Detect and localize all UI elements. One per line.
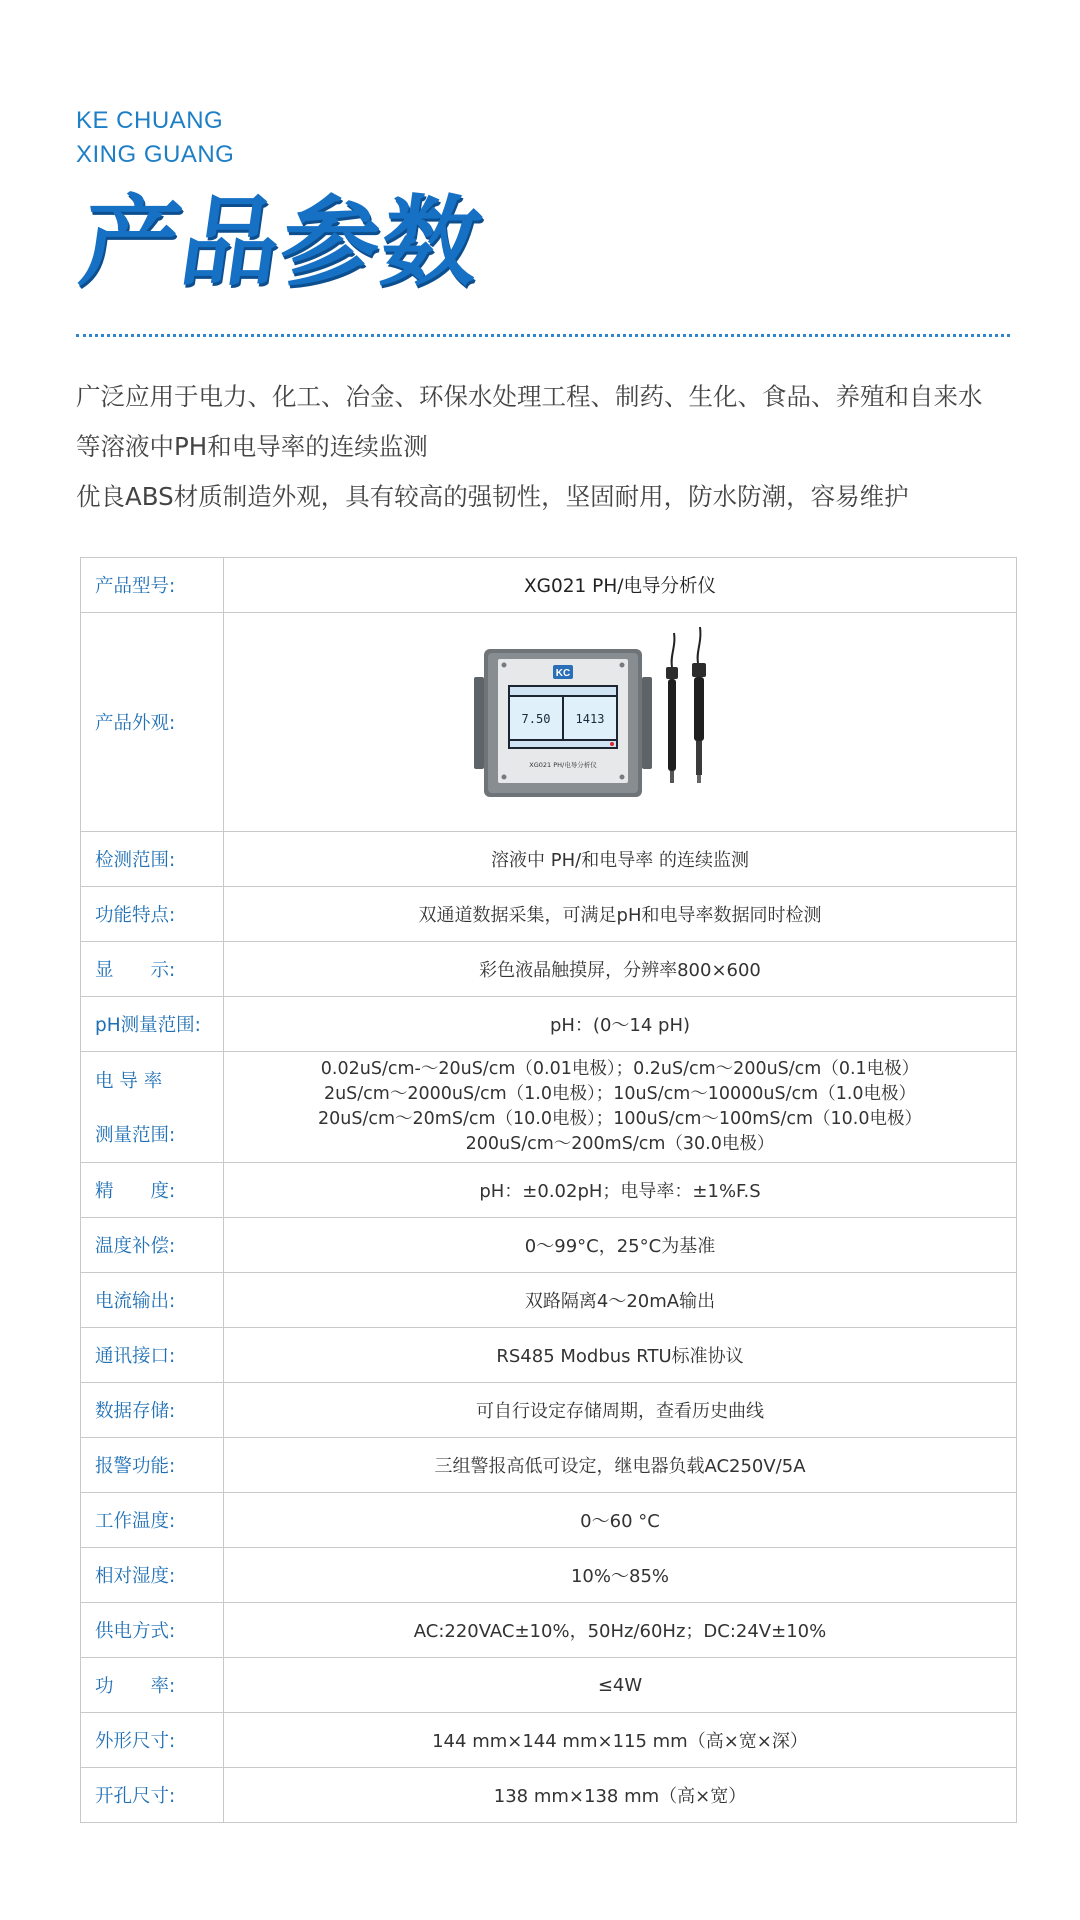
spec-label: 产品外观:: [81, 613, 224, 832]
spec-value: pH：±0.02pH；电导率：±1%F.S: [224, 1163, 1017, 1218]
screen-ph-reading: 7.50: [521, 712, 551, 726]
conductivity-line: 20uS/cm～20mS/cm（10.0电极）；100uS/cm～100mS/cm（10.0电极）: [318, 1109, 922, 1129]
spec-row-display: [81, 942, 1017, 997]
spec-row-dimensions: [81, 1713, 1017, 1768]
spec-value: 三组警报高低可设定，继电器负载AC250V/5A: [224, 1438, 1017, 1493]
spec-row-features: [81, 887, 1017, 942]
spec-label: 开孔尺寸:: [81, 1768, 224, 1823]
spec-label: 相对湿度:: [81, 1548, 224, 1603]
spec-value: XG021 PH/电导分析仪: [224, 558, 1017, 613]
spec-row-cutout: [81, 1768, 1017, 1823]
spec-label-top: 电 导 率: [95, 1071, 163, 1092]
spec-value: pH：(0～14 pH): [224, 997, 1017, 1052]
spec-label: 温度补偿:: [81, 1218, 224, 1273]
conductivity-line: 2uS/cm～2000uS/cm（1.0电极）；10uS/cm～10000uS/cm（1.0电极）: [323, 1084, 917, 1104]
spec-value: 10%～85%: [224, 1548, 1017, 1603]
spec-label: 通讯接口:: [81, 1328, 224, 1383]
spec-label: 检测范围:: [81, 832, 224, 887]
spec-row-power-supply: [81, 1603, 1017, 1658]
spec-label: 外形尺寸:: [81, 1713, 224, 1768]
spec-row-comm: [81, 1328, 1017, 1383]
brand-line-1: KE CHUANG: [76, 107, 224, 134]
spec-value-cell: [224, 1052, 1017, 1163]
spec-label: 功能特点:: [81, 887, 224, 942]
product-image: [470, 627, 770, 817]
spec-value: 双路隔离4～20mA输出: [224, 1273, 1017, 1328]
spec-label: 电流输出:: [81, 1273, 224, 1328]
spec-label-cell: [81, 1052, 224, 1163]
ph-electrode: [666, 633, 678, 783]
intro-line-2: 等溶液中PH和电导率的连续监测: [76, 432, 428, 461]
spec-label: 工作温度:: [81, 1493, 224, 1548]
spec-value: 双通道数据采集，可满足pH和电导率数据同时检测: [224, 887, 1017, 942]
spec-row-appearance: [81, 613, 1017, 832]
conductivity-electrode: [692, 627, 706, 783]
intro-text: [76, 372, 1016, 522]
page-title: 产品参数: [73, 185, 490, 300]
intro-line-3: 优良ABS材质制造外观，具有较高的强韧性，坚固耐用，防水防潮，容易维护: [76, 482, 909, 511]
dotted-divider: [76, 334, 1010, 337]
spec-label: 精 度:: [81, 1163, 224, 1218]
device-panel-label: XG021 PH/电导分析仪: [529, 761, 597, 769]
spec-value: 138 mm×138 mm（高×宽）: [224, 1768, 1017, 1823]
conductivity-line: 200uS/cm～200mS/cm（30.0电极）: [465, 1134, 775, 1154]
spec-value: 0～99°C，25°C为基准: [224, 1218, 1017, 1273]
spec-value: AC:220VAC±10%，50Hz/60Hz；DC:24V±10%: [224, 1603, 1017, 1658]
spec-value: 彩色液晶触摸屏，分辨率800×600: [224, 942, 1017, 997]
spec-label: 供电方式:: [81, 1603, 224, 1658]
spec-row-range: [81, 832, 1017, 887]
spec-label: pH测量范围:: [81, 997, 224, 1052]
brand-name: [76, 104, 234, 172]
spec-row-temp-comp: [81, 1218, 1017, 1273]
brand-line-2: XING GUANG: [76, 141, 235, 168]
spec-value: 可自行设定存储周期，查看历史曲线: [224, 1383, 1017, 1438]
screen-cond-reading: 1413: [575, 712, 605, 726]
spec-row-alarm: [81, 1438, 1017, 1493]
intro-line-1: 广泛应用于电力、化工、冶金、环保水处理工程、制药、生化、食品、养殖和自来水: [76, 382, 983, 411]
spec-label: 功 率:: [81, 1658, 224, 1713]
spec-row-power: [81, 1658, 1017, 1713]
spec-label: 报警功能:: [81, 1438, 224, 1493]
spec-row-work-temp: [81, 1493, 1017, 1548]
spec-value: RS485 Modbus RTU标准协议: [224, 1328, 1017, 1383]
device-logo: KC: [555, 668, 571, 679]
spec-value: 144 mm×144 mm×115 mm（高×宽×深）: [224, 1713, 1017, 1768]
product-image-cell: [224, 613, 1017, 832]
spec-table: [80, 557, 1017, 1823]
spec-row-storage: [81, 1383, 1017, 1438]
spec-label-bottom: 测量范围:: [95, 1125, 176, 1146]
spec-value: 溶液中 PH/和电导率 的连续监测: [224, 832, 1017, 887]
spec-row-accuracy: [81, 1163, 1017, 1218]
spec-label: 显 示:: [81, 942, 224, 997]
spec-label: 产品型号:: [81, 558, 224, 613]
spec-row-current-out: [81, 1273, 1017, 1328]
spec-row-conductivity: [81, 1052, 1017, 1163]
spec-row-ph-range: [81, 997, 1017, 1052]
conductivity-line: 0.02uS/cm-～20uS/cm（0.01电极）；0.2uS/cm～200uS/cm（0.1电极）: [320, 1059, 920, 1079]
spec-row-humidity: [81, 1548, 1017, 1603]
spec-value: ≤4W: [224, 1658, 1017, 1713]
spec-value: 0～60 °C: [224, 1493, 1017, 1548]
spec-label: 数据存储:: [81, 1383, 224, 1438]
spec-row-model: [81, 558, 1017, 613]
